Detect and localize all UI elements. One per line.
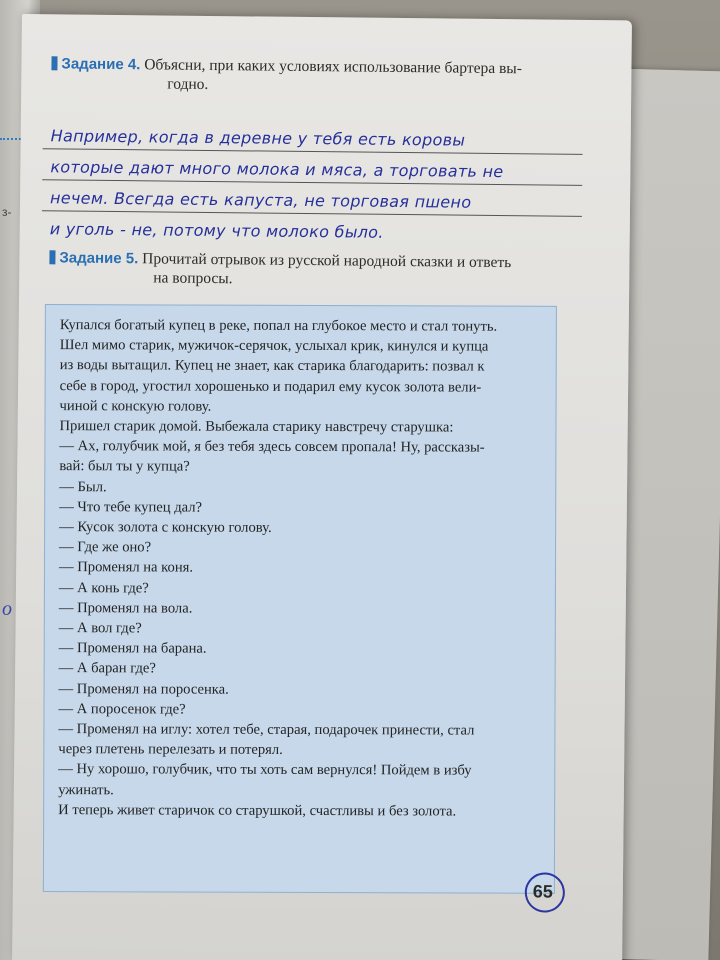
story-line: — А поросенок где? [58, 700, 186, 718]
story-line: — Променял на вола. [58, 599, 193, 617]
story-line: из воды вытащил. Купец не знает, как старика благодарить: позвал к [59, 357, 485, 375]
task-4 [51, 54, 522, 97]
task-4-question-line-2: годно. [167, 75, 209, 93]
story-line: И теперь живет старичок со старушкой, счастливы и без золота. [58, 801, 457, 820]
story-line: — Променял на коня. [58, 559, 194, 577]
answer-area [42, 118, 583, 248]
story-line: — Променял на иглу: хотел тебе, старая, подарочек принести, стал [58, 721, 475, 739]
task-marker-icon [49, 250, 55, 264]
story-line: — А вол где? [58, 620, 142, 637]
story-line: — Променял на поросенка. [58, 680, 229, 698]
task-5-label: Задание 5. [59, 249, 139, 268]
story-line: Пришел старик домой. Выбежала старику навстречу старушка: [59, 418, 454, 436]
story-line: себе в город, угостил хорошенько и подарил ему кусок золота вели- [59, 377, 482, 396]
story-line: — Ну хорошо, голубчик, что ты хоть сам вернулся! Пойдем в избу [58, 761, 472, 780]
story-line: — Ах, голубчик мой, я без тебя здесь совсем пропала! Ну, рассказы- [59, 438, 485, 456]
task-5-question-line-2: на вопросы. [153, 269, 233, 288]
task-marker-icon [51, 56, 57, 70]
story-line: — Променял на барана. [58, 640, 207, 657]
story-line: — Кусок золота с конскую голову. [59, 519, 272, 536]
task-5 [49, 248, 511, 291]
story-line: ужинать. [58, 781, 114, 798]
story-line: через плетень перелезать и потерял. [58, 741, 283, 759]
story-line: Шел мимо старик, мужичок-серячок, услыхал крик, кинулся и купца [59, 337, 489, 355]
task-5-question-line-1: Прочитай отрывок из русской народной сказки и ответь [142, 250, 512, 272]
workbook-page [12, 14, 632, 960]
story-line: чиной с конскую голову. [59, 397, 212, 415]
answer-line: которые дают много молока и мяса, а торговать не [42, 149, 582, 186]
answer-line: нечем. Всегда есть капуста, не торговая пшено [42, 180, 582, 217]
story-line: — А баран где? [58, 660, 156, 677]
answer-line: Например, когда в деревне у тебя есть коровы [43, 118, 583, 155]
left-page-fragment: з- [2, 205, 12, 219]
left-page-handwritten-mark: о [2, 598, 12, 620]
task-4-question-line-1: Объясни, при каких условиях использование бартера вы- [144, 56, 523, 78]
task-4-label: Задание 4. [61, 55, 141, 74]
story-line: вай: был ты у купца? [59, 458, 190, 475]
answer-line: и уголь - не, потому что молоко было. [49, 219, 384, 242]
story-line: Купался богатый купец в реке, попал на глубокое место и стал тонуть. [59, 317, 498, 335]
story-line: — Где же оно? [59, 539, 152, 556]
story-line: — Был. [59, 478, 107, 495]
page-number: 65 [532, 881, 553, 902]
story-text-box [43, 304, 557, 894]
story-line: — А конь где? [58, 579, 149, 597]
story-line: — Что тебе купец дал? [59, 498, 203, 516]
